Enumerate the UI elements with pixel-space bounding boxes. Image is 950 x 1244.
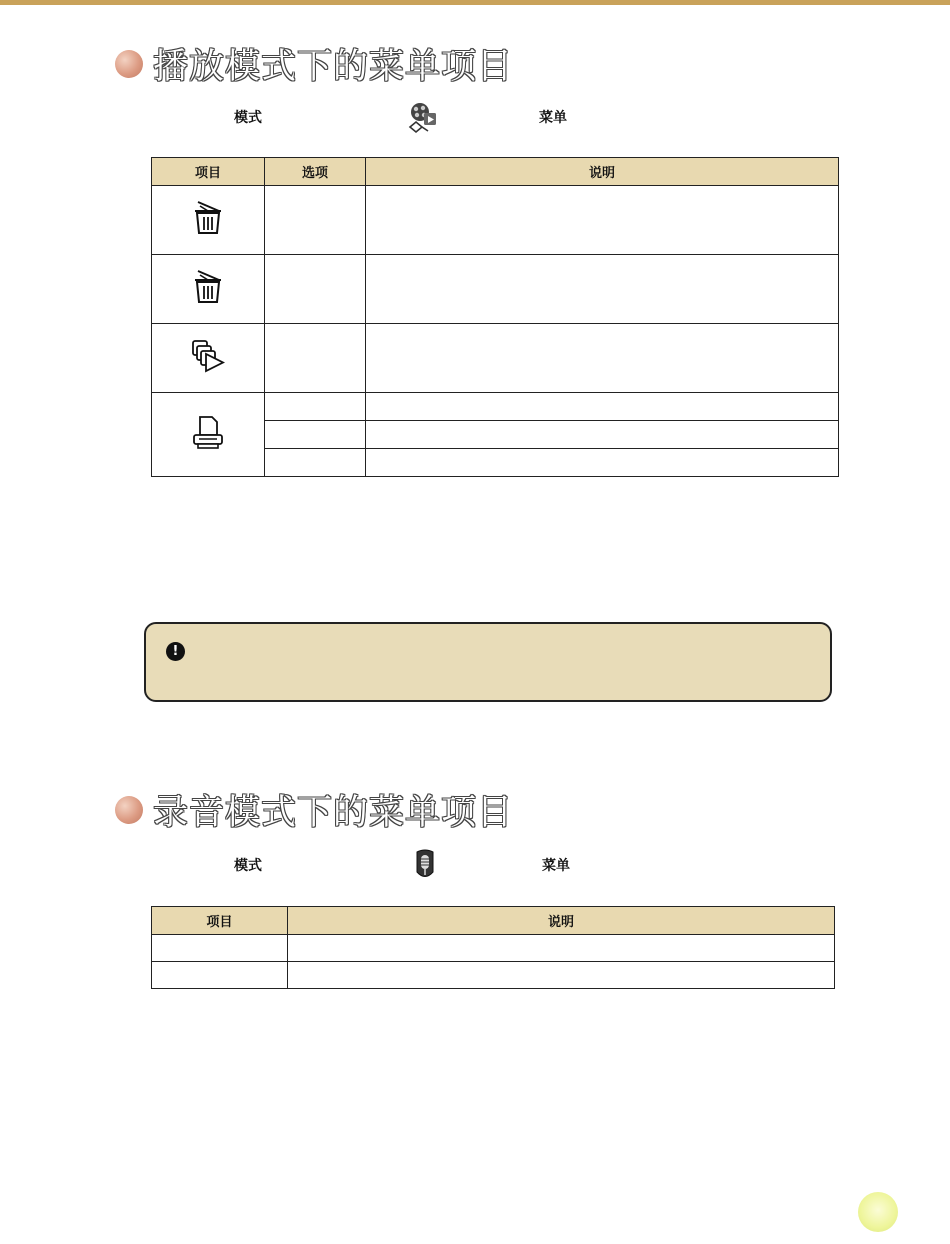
menu-label: 菜单: [539, 110, 567, 126]
bullet-icon: [115, 796, 143, 824]
playback-mode-icon: [407, 100, 439, 138]
top-accent-bar: [0, 0, 950, 5]
slideshow-icon: [190, 338, 226, 374]
item-cell: [152, 255, 265, 324]
option-cell: [265, 186, 366, 255]
mode-label: 模式: [234, 858, 262, 874]
table-row: [152, 186, 839, 255]
description-cell: [288, 935, 835, 962]
table-row: [152, 935, 835, 962]
option-cell: [265, 324, 366, 393]
item-cell: [152, 935, 288, 962]
recording-menu-table: [151, 906, 835, 989]
table-header-row: [152, 907, 835, 935]
table-header-row: [152, 158, 839, 186]
table-row: [152, 324, 839, 393]
menu-label: 菜单: [542, 858, 570, 874]
table-row: [152, 393, 839, 421]
description-cell: [366, 255, 839, 324]
table-row: [152, 255, 839, 324]
option-cell: [265, 449, 366, 477]
playback-menu-table: [151, 157, 839, 477]
section-title: 录音模式下的菜单项目: [153, 793, 514, 833]
item-cell: [152, 393, 265, 477]
option-cell: [265, 421, 366, 449]
description-cell: [366, 324, 839, 393]
section-title: 播放模式下的菜单项目: [153, 47, 514, 87]
note-box: [144, 622, 832, 702]
item-cell: [152, 324, 265, 393]
section-heading-recording: [115, 788, 513, 832]
header-description: 说明: [288, 907, 835, 935]
item-cell: [152, 186, 265, 255]
printer-icon: [191, 415, 225, 451]
trash-icon: [191, 269, 225, 305]
page-number-badge: [858, 1192, 898, 1232]
item-cell: [152, 962, 288, 989]
header-item: 项目: [152, 907, 288, 935]
option-cell: [265, 393, 366, 421]
trash-icon: [191, 200, 225, 236]
header-item: 项目: [152, 158, 265, 186]
description-cell: [366, 393, 839, 421]
header-option: 选项: [265, 158, 366, 186]
mode-label: 模式: [234, 110, 262, 126]
description-cell: [366, 421, 839, 449]
bullet-icon: [115, 50, 143, 78]
description-cell: [366, 449, 839, 477]
option-cell: [265, 255, 366, 324]
section-heading-playback: [115, 42, 513, 86]
warning-icon: !: [166, 642, 185, 661]
description-cell: [366, 186, 839, 255]
table-row: [152, 962, 835, 989]
voice-recording-icon: [412, 848, 438, 886]
description-cell: [288, 962, 835, 989]
header-description: 说明: [366, 158, 839, 186]
